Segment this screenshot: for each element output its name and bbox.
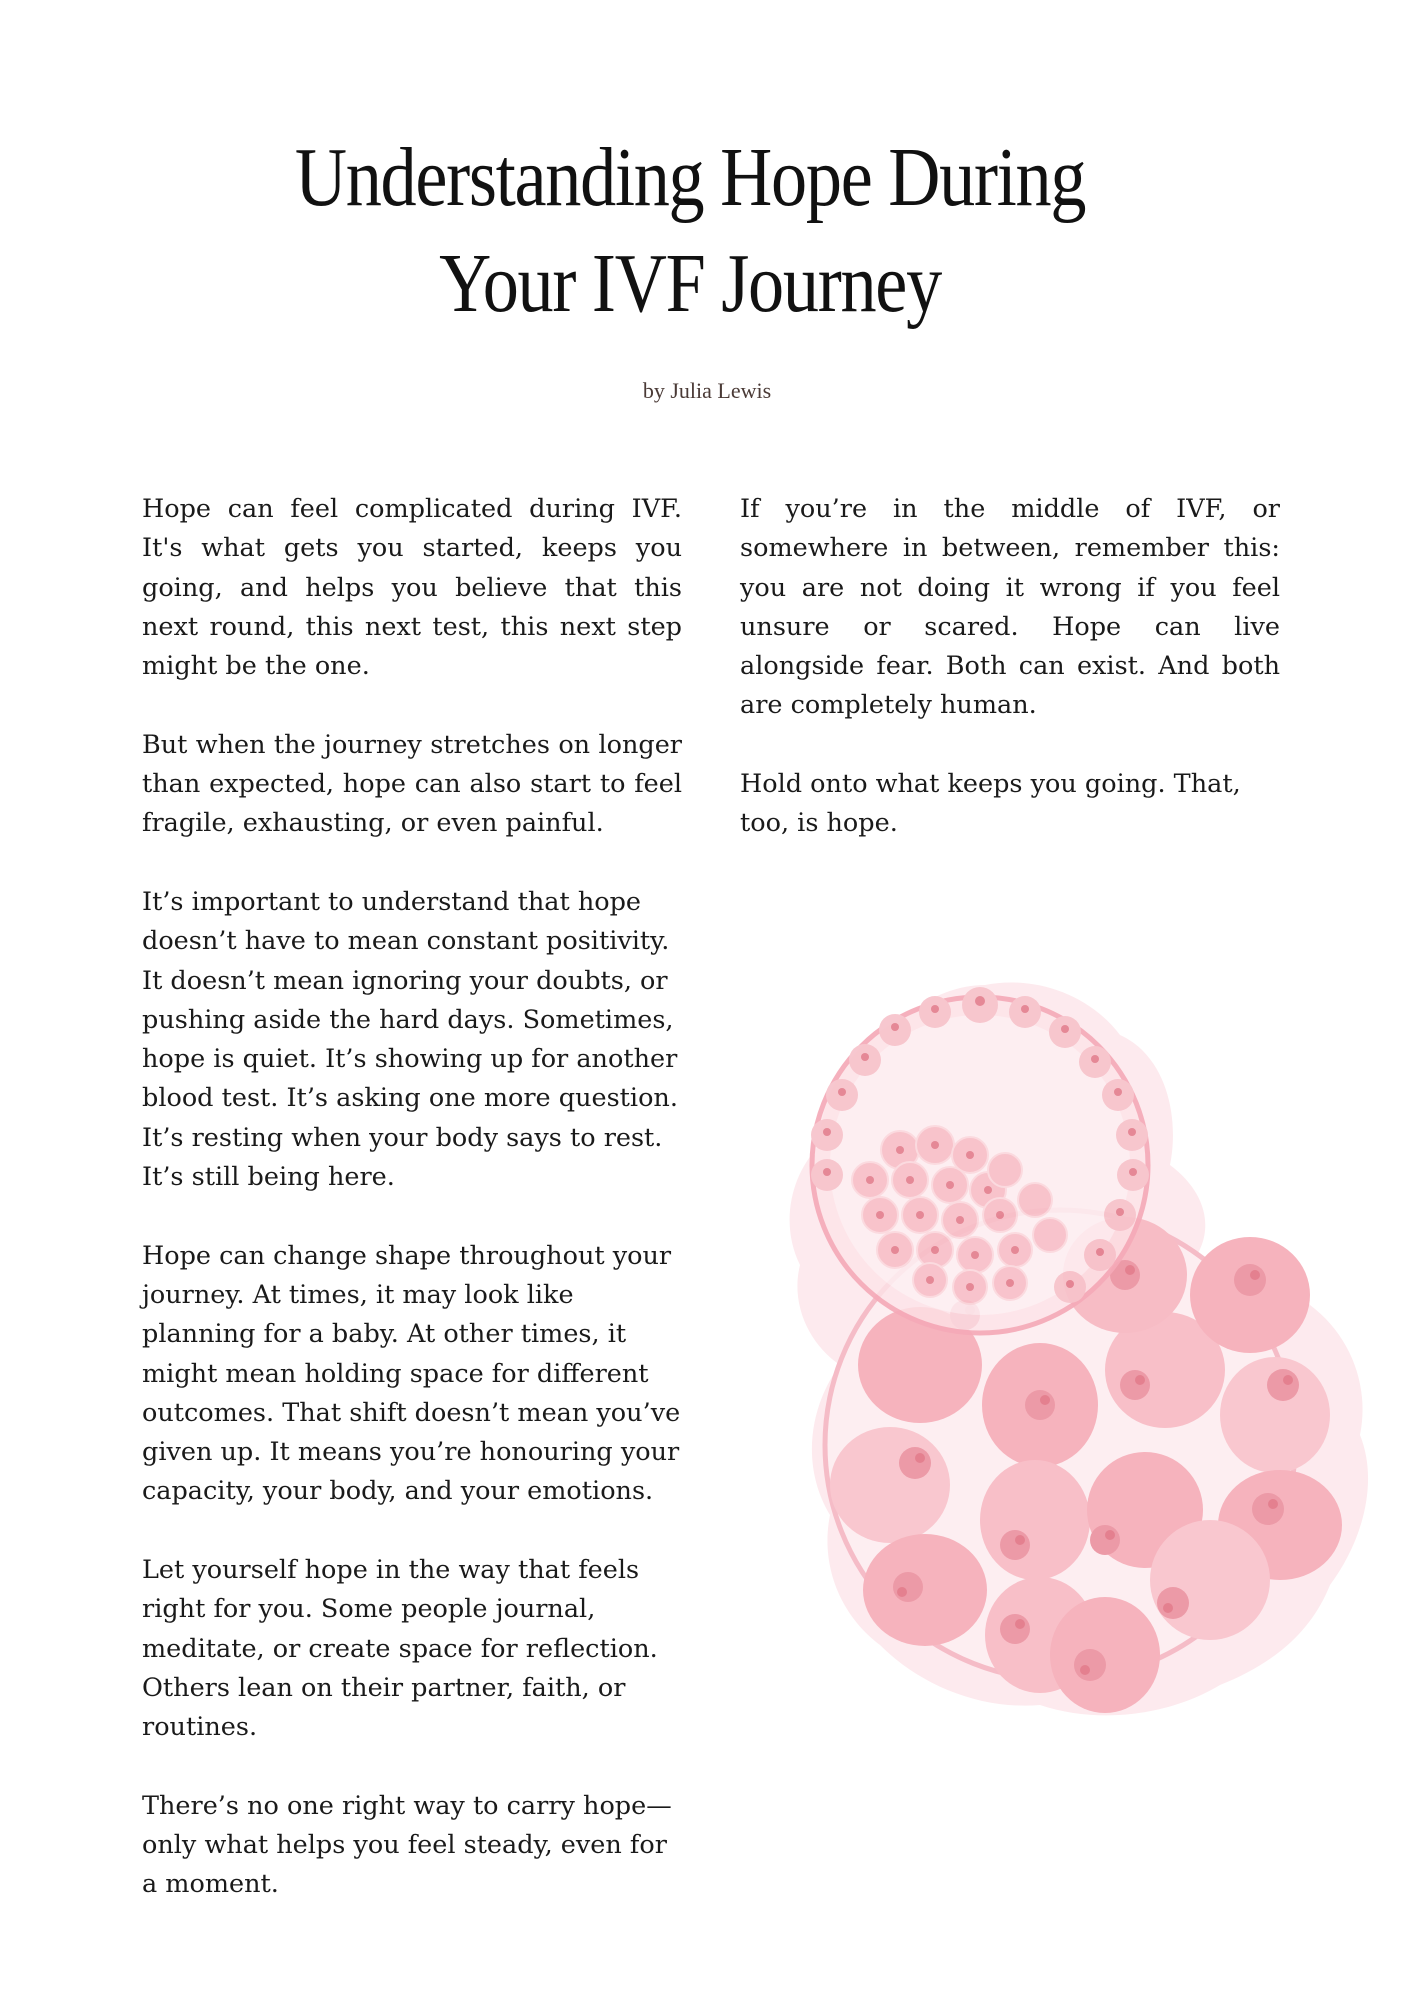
- author-byline: by Julia Lewis: [642, 378, 772, 403]
- paragraph: If you’re in the middle of IVF, or somewhere in between, remember this: you are not doing it wrong if you feel unsure or scared. Hope can live alongside fear. Both can exist. And both are completely human.: [740, 494, 1280, 721]
- left-column: [142, 490, 682, 1944]
- paragraph: There’s no one right way to carry hope—only what helps you feel steady, even for a moment.: [142, 1790, 672, 1900]
- paragraph: It’s important to understand that hope doesn’t have to mean constant positivity. It doesn’t mean ignoring your doubts, or pushing aside the hard days. Sometimes, hope is quiet. It’s showing up for another blood test. It’s asking one more question. It’s resting when your body says to rest. It’s still being here.: [142, 886, 678, 1193]
- title-line-2: Your IVF Journey: [439, 237, 941, 330]
- paragraph: Let yourself hope in the way that feels right for you. Some people journal, meditate, or create space for reflection. Others lean on their partner, faith, or routines.: [142, 1555, 658, 1743]
- paragraph: Hope can change shape throughout your journey. At times, it may look like planning for a baby. At other times, it might mean holding space for different outcomes. That shift doesn’t mean you’ve given up. It means you’re honouring your capacity, your body, and your emotions.: [142, 1240, 681, 1507]
- title-line-1: Understanding Hope During: [294, 131, 1086, 224]
- paragraph: Hold onto what keeps you going. That, too, is hope.: [740, 769, 1241, 839]
- right-column: [740, 490, 1280, 883]
- paragraph: Hope can feel complicated during IVF. It's what gets you started, keeps you going, and helps you believe that this next round, this next test, this next step might be the one.: [142, 494, 682, 682]
- paragraph: But when the journey stretches on longer than expected, hope can also start to feel fragile, exhausting, or even painful.: [142, 729, 682, 839]
- embryo-cells-illustration: [770, 965, 1390, 1765]
- article-title: [97, 125, 1284, 337]
